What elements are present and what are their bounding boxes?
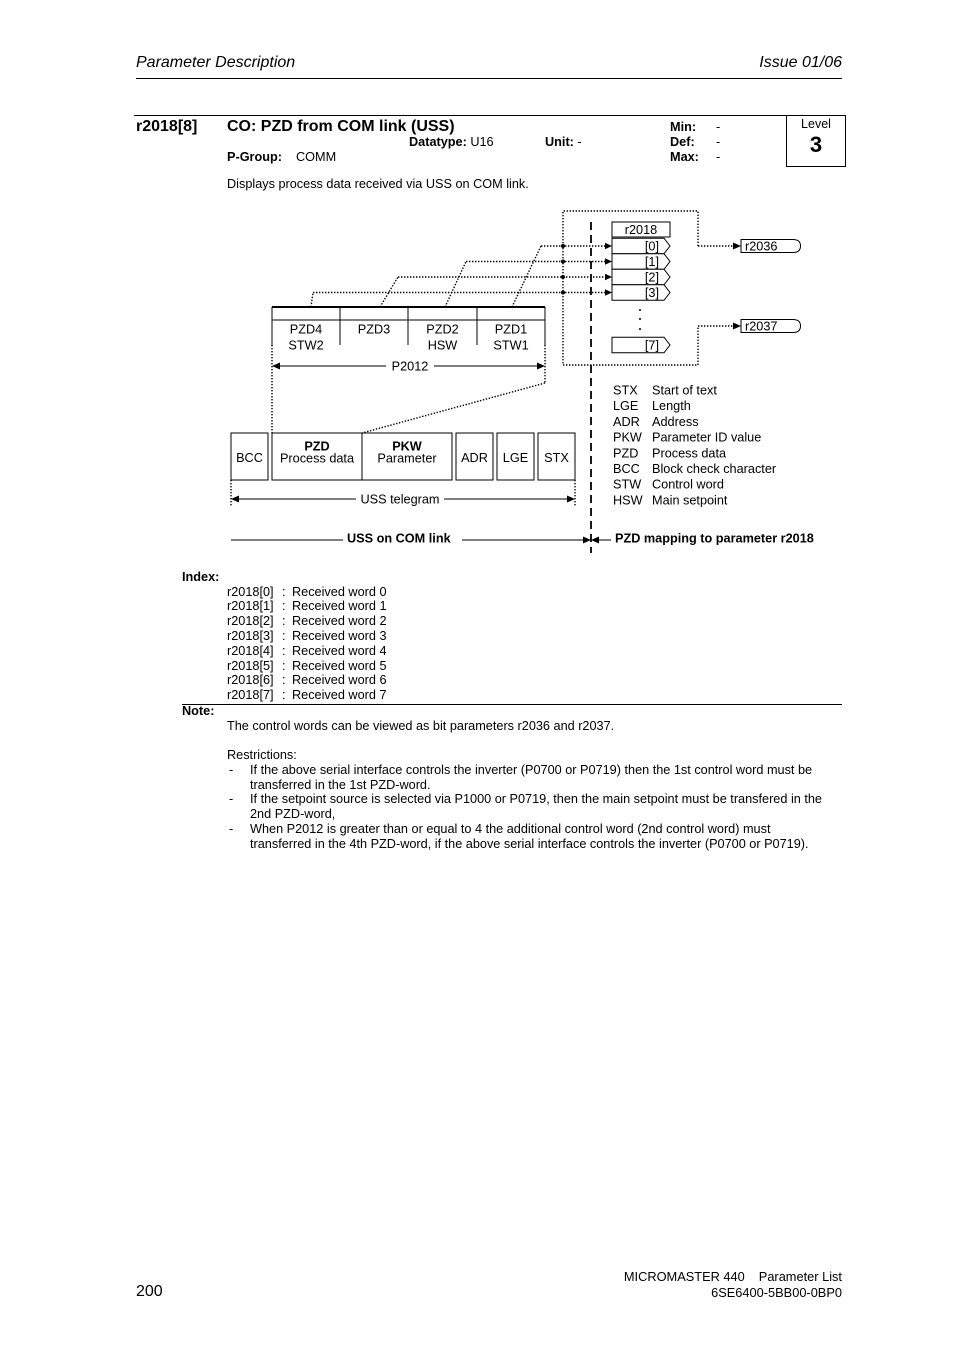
index-cell-3 [612, 285, 670, 301]
index-note-rule [182, 704, 842, 705]
arrowhead [537, 363, 545, 370]
legend-abbr: BCC [613, 462, 640, 476]
restriction-bullet: - [229, 762, 234, 777]
legend-abbr: HSW [613, 493, 643, 508]
footer-product: MICROMASTER 440 [623, 1268, 745, 1284]
footer-product-line [624, 1269, 842, 1284]
arrowhead-r2036 [733, 243, 741, 250]
legend-text: Address [652, 414, 699, 429]
caption-pzd-mapping: PZD mapping to parameter r2018 [615, 531, 814, 546]
restriction-bullet: - [229, 791, 234, 806]
parameter-id: r2018[8] [136, 118, 198, 135]
ellipsis-dot [639, 318, 641, 320]
pzd4-name: PZD4 [289, 322, 323, 337]
output-label-r2037: r2037 [745, 319, 778, 334]
index-entry-separator: : [282, 688, 286, 703]
restriction-bullet: - [229, 821, 234, 836]
arrowhead [605, 243, 612, 249]
index-entry-separator: : [282, 614, 286, 629]
page-number: 200 [136, 1283, 163, 1300]
index-entry-id: r2018[1] [227, 599, 274, 614]
running-header-issue: Issue 01/06 [759, 54, 842, 71]
index-entry-separator: : [282, 673, 286, 688]
index-entry-text: Received word 4 [292, 643, 387, 658]
uss-pzd-mapping-diagram [0, 0, 954, 570]
index-entry-text: Received word 0 [292, 584, 387, 599]
ellipsis-dot [639, 328, 641, 330]
legend-abbr: ADR [613, 414, 640, 429]
legend-abbr: PKW [613, 430, 642, 445]
pgroup-label: P-Group: [227, 149, 282, 164]
index-entry-text: Received word 2 [292, 614, 387, 629]
restrictions-heading: Restrictions: [227, 747, 297, 762]
restriction-line: If the above serial interface controls the inverter (P0700 or P0719) then the 1st control word must be [250, 762, 813, 777]
mapping-line-pzd4 [311, 293, 313, 308]
pzd4-meaning: STW2 [288, 338, 324, 353]
telegram-pkw-text: Parameter [377, 451, 437, 466]
index-entry-id: r2018[0] [227, 584, 274, 599]
parameter-description: Displays process data received via USS on COM link. [227, 176, 529, 191]
level-label: Level [801, 116, 831, 131]
index-entry-text: Received word 6 [292, 673, 387, 688]
legend-abbr: STW [613, 477, 642, 492]
arrowhead [591, 537, 599, 544]
arrowhead [605, 258, 612, 264]
index-heading: Index: [182, 569, 220, 584]
legend-text: Process data [652, 446, 727, 461]
arrowhead [272, 363, 280, 370]
index-cell-7-label: [7] [644, 338, 659, 353]
telegram-dimension-label: USS telegram [360, 492, 440, 507]
max-value: - [716, 149, 721, 164]
index-entry-id: r2018[7] [227, 688, 274, 703]
legend-text: Main setpoint [652, 493, 728, 508]
arrowhead [605, 289, 612, 295]
index-entry-separator: : [282, 599, 286, 614]
note-text: The control words can be viewed as bit parameters r2036 and r2037. [227, 718, 615, 733]
restriction-line: transferred in the 4th PZD-word, if the above serial interface controls the inverter (P0700 or P0719). [250, 836, 809, 851]
index-entry-separator: : [282, 658, 286, 673]
telegram-lge-label: LGE [502, 451, 529, 465]
footer-order-number: 6SE6400-5BB00-0BP0 [711, 1284, 842, 1300]
arrowhead [567, 496, 575, 503]
ellipsis-dot [639, 309, 641, 311]
unit-value: - [577, 134, 582, 149]
index-entry-text: Received word 5 [292, 658, 387, 673]
min-label: Min: [670, 119, 697, 134]
parameter-box-label: r2018 [624, 222, 658, 237]
mapping-line-pzd2 [445, 262, 466, 308]
parameter-name: CO: PZD from COM link (USS) [227, 118, 455, 135]
footer-document: Parameter List [758, 1268, 842, 1284]
index-entry-text: Received word 1 [292, 599, 387, 614]
index-entry-text: Received word 7 [292, 688, 387, 703]
legend-text: Block check character [652, 462, 777, 476]
index-cell-7 [612, 337, 670, 353]
legend-text: Start of text [652, 383, 717, 398]
junction-dot [561, 244, 565, 248]
index-entry-id: r2018[4] [227, 643, 274, 658]
max-label: Max: [670, 149, 699, 164]
restriction-line: 2nd PZD-word, [250, 806, 336, 821]
telegram-adr-label: ADR [461, 451, 488, 465]
index-cell-1 [612, 254, 670, 270]
running-header-title: Parameter Description [136, 54, 296, 71]
telegram-pzd-text: Process data [279, 451, 355, 466]
index-entry-text: Received word 3 [292, 628, 387, 643]
output-label-r2036: r2036 [745, 239, 778, 254]
pzd1-meaning: STW1 [493, 338, 529, 353]
pzd2-meaning: HSW [427, 338, 458, 353]
index-cell-3-label: [3] [644, 285, 659, 300]
legend-text: Control word [652, 477, 724, 492]
index-cell-1-label: [1] [644, 254, 659, 269]
index-entry-id: r2018[3] [227, 628, 274, 643]
arrowhead [605, 274, 612, 280]
index-entry-id: r2018[5] [227, 658, 274, 673]
note-heading: Note: [182, 703, 215, 718]
index-cell-0-label: [0] [644, 239, 659, 254]
arrowhead [231, 496, 239, 503]
legend-text: Parameter ID value [652, 430, 762, 445]
index-entry-separator: : [282, 643, 286, 658]
index-entry-separator: : [282, 628, 286, 643]
telegram-pzd-title: PZD [304, 439, 330, 454]
pzd-expansion-line [362, 383, 545, 433]
telegram-bcc-label: BCC [236, 451, 263, 465]
datatype-value: U16 [470, 134, 494, 149]
def-label: Def: [670, 134, 695, 149]
junction-dot [561, 291, 565, 295]
caption-uss-on-com-link: USS on COM link [347, 531, 451, 546]
restriction-line: If the setpoint source is selected via P1000 or P0719, then the main setpoint must be transfered in the [250, 791, 822, 806]
index-cell-0 [612, 238, 670, 254]
telegram-stx-label: STX [544, 451, 569, 465]
datatype-label: Datatype: [409, 134, 467, 149]
index-entry-id: r2018[6] [227, 673, 274, 688]
arrowhead [583, 537, 591, 544]
legend-abbr: STX [613, 383, 638, 398]
index-entry-id: r2018[2] [227, 614, 274, 629]
restriction-line: transferred in the 1st PZD-word. [250, 777, 431, 792]
pzd1-name: PZD1 [494, 322, 528, 337]
index-cell-2-label: [2] [644, 270, 659, 285]
restriction-line: When P2012 is greater than or equal to 4 the additional control word (2nd control word) must [250, 821, 771, 836]
pgroup-value: COMM [296, 149, 337, 164]
junction-dot [561, 260, 565, 264]
arrowhead-r2037 [733, 323, 741, 330]
def-value: - [716, 134, 721, 149]
unit-label: Unit: [545, 134, 574, 149]
index-entry-separator: : [282, 584, 286, 599]
p2012-label: P2012 [391, 359, 429, 374]
legend-abbr: LGE [613, 399, 639, 414]
legend-text: Length [652, 399, 691, 414]
level-value: 3 [809, 132, 823, 157]
telegram-pkw-title: PKW [392, 439, 422, 454]
pzd3-name: PZD3 [357, 322, 391, 337]
pzd2-name: PZD2 [426, 322, 459, 337]
legend-abbr: PZD [613, 446, 639, 461]
junction-dot [561, 275, 565, 279]
index-cell-2 [612, 269, 670, 285]
min-value: - [716, 119, 721, 134]
